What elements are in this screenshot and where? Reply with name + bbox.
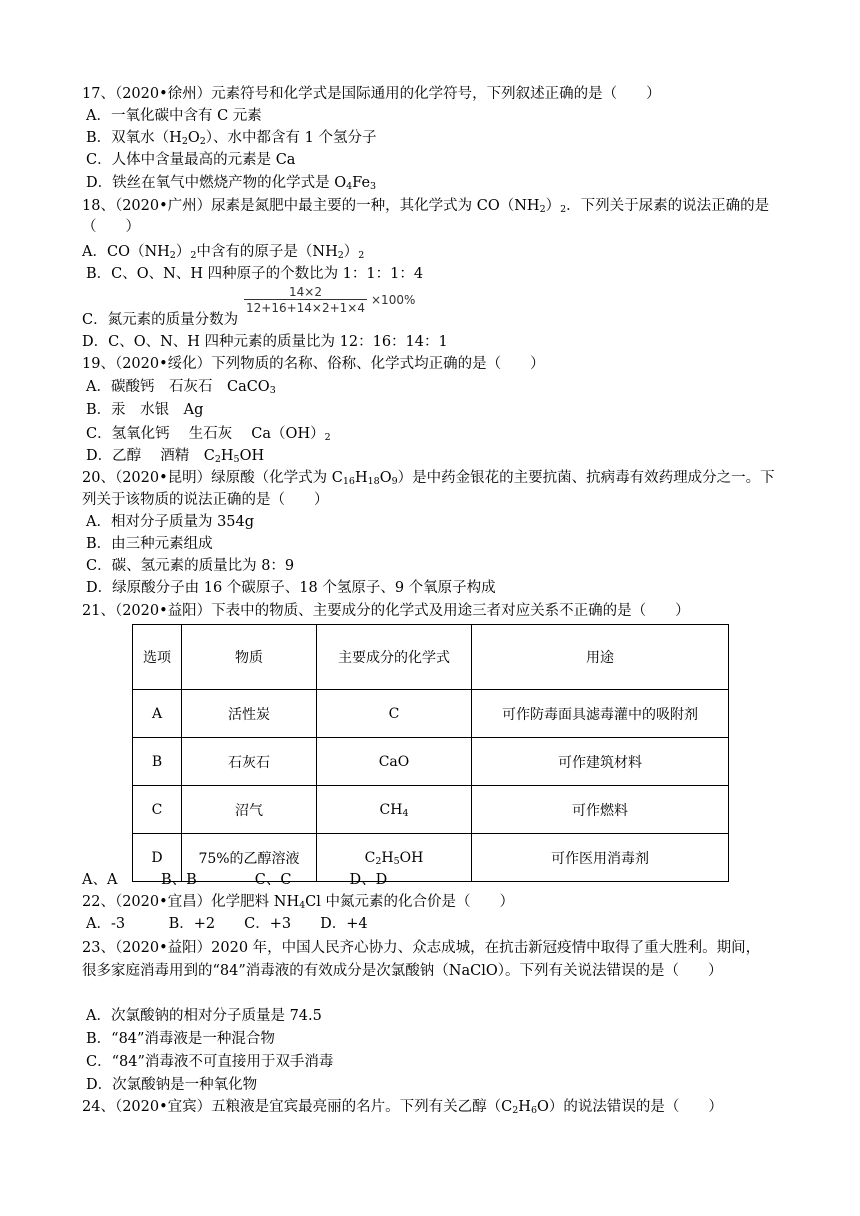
table-cell-option: D <box>133 834 182 882</box>
table-cell-formula: $CH_4$ <box>317 786 472 834</box>
q17-option-d: D．铁丝在氧气中燃烧产物的化学式是 $O_4Fe_3$ <box>86 175 377 192</box>
q23-option-a: A．次氯酸钠的相对分子质量是 74.5 <box>86 1008 322 1024</box>
q22-options: A．-3 B．+2 C．+3 D．+4 <box>86 916 368 932</box>
q17-stem: 17、（2020•徐州）元素符号和化学式是国际通用的化学符号，下列叙述正确的是（ ） <box>82 86 661 102</box>
q17-option-b: B．双氧水$(H_2O_2)$、水中都含有 1 个氢分子 <box>86 130 377 147</box>
table-header-cell: 物质 <box>182 625 317 690</box>
table-cell-substance: 沼气 <box>182 786 317 834</box>
mass-fraction-formula <box>244 285 415 315</box>
q19-stem: 19、（2020•绥化）下列物质的名称、俗称、化学式均正确的是（ ） <box>82 356 545 372</box>
q20-stem: 20、（2020•昆明）绿原酸（化学式为 $C_{16}H_{18}O_9$）是中药金银花的主要抗菌、抗病毒有效药理成分之一。下 <box>82 470 775 487</box>
table-cell-formula: CaO <box>317 738 472 786</box>
table-cell-substance: 活性炭 <box>182 690 317 738</box>
q23-stem-line2: 很多家庭消毒用到的“84”消毒液的有效成分是次氯酸钠（NaClO）。下列有关说法错误的是（ ） <box>82 963 723 979</box>
table-cell-substance: 75%的乙醇溶液 <box>182 834 317 882</box>
table-cell-use: 可作燃料 <box>472 786 729 834</box>
q20-option-a: A．相对分子质量为 354g <box>86 514 255 530</box>
q19-option-d: D．乙醇 酒精 $C_2H_5OH$ <box>86 448 265 465</box>
q23-option-b: B．“84”消毒液是一种混合物 <box>86 1031 275 1047</box>
table-cell-substance: 石灰石 <box>182 738 317 786</box>
q17-option-a: A．一氧化碳中含有 C 元素 <box>86 108 262 124</box>
q20-stem-line2: 列关于该物质的说法正确的是（ ） <box>82 492 329 508</box>
table-cell-use: 可作医用消毒剂 <box>472 834 729 882</box>
table-cell-formula: $C_2H_5OH$ <box>317 834 472 882</box>
q19-option-c: C．氢氧化钙 生石灰 $Ca(OH)_2$ <box>86 426 331 443</box>
q18-option-b: B．C、O、N、H 四种原子的个数比为 1：1：1：4 <box>86 266 424 282</box>
table-row <box>133 690 729 738</box>
q20-option-b: B．由三种元素组成 <box>86 536 213 552</box>
q20-option-d: D．绿原酸分子由 16 个碳原子、18 个氢原子、9 个氧原子构成 <box>86 580 496 596</box>
q19-option-b: B．汞 水银 Ag <box>86 402 204 418</box>
q23-option-d: D．次氯酸钠是一种氧化物 <box>86 1077 258 1093</box>
q21-stem: 21、（2020•益阳）下表中的物质、主要成分的化学式及用途三者对应关系不正确的是（ ） <box>82 603 690 619</box>
q17-option-c: C．人体中含量最高的元素是 Ca <box>86 152 296 168</box>
table-header-cell: 用途 <box>472 625 729 690</box>
table-cell-option: A <box>133 690 182 738</box>
substance-table <box>132 624 729 882</box>
q18-stem: 18、（2020•广州）尿素是氮肥中最主要的一种，其化学式为 $CO(NH_2)_2$．下列关于尿素的说法正确的是 <box>82 198 770 215</box>
q18-option-d: D．C、O、N、H 四种元素的质量比为 12：16：14：1 <box>82 334 448 350</box>
table-cell-use: 可作建筑材料 <box>472 738 729 786</box>
q21-answer-options: A、A B、B C、C D、D <box>82 872 388 888</box>
table-row <box>133 786 729 834</box>
q18-option-a: A．$CO(NH_2)_2$中含有的原子是$(NH_2)_2$ <box>82 244 365 261</box>
table-cell-formula: C <box>317 690 472 738</box>
table-row <box>133 738 729 786</box>
table-cell-option: B <box>133 738 182 786</box>
formula-numerator: 14×2 <box>289 285 322 299</box>
q19-option-a: A．碳酸钙 石灰石 CaCO$_3$ <box>86 379 276 396</box>
q24-stem: 24、（2020•宜宾）五粮液是宜宾最亮丽的名片。下列有关乙醇$(C_2H_6O)$的说法错误的是（ ） <box>82 1099 723 1116</box>
table-cell-use: 可作防毒面具滤毒灌中的吸附剂 <box>472 690 729 738</box>
q23-option-c: C．“84”消毒液不可直接用于双手消毒 <box>86 1054 334 1070</box>
formula-percent: ×100% <box>371 293 416 307</box>
table-header-row <box>133 625 729 690</box>
formula-denominator: 12+16+14×2+1×4 <box>246 301 365 315</box>
q22-stem: 22、（2020•宜昌）化学肥料 $NH_4Cl$ 中氮元素的化合价是（ ） <box>82 894 514 911</box>
q23-stem: 23、（2020•益阳）2020 年，中国人民齐心协力、众志成城，在抗击新冠疫情中取得了重大胜利。期间， <box>82 940 761 956</box>
table-header-cell: 选项 <box>133 625 182 690</box>
q18-option-c: C．氮元素的质量分数为 <box>82 312 239 328</box>
table-cell-option: C <box>133 786 182 834</box>
q18-stem-line2: （ ） <box>82 219 140 235</box>
table-header-cell: 主要成分的化学式 <box>317 625 472 690</box>
q20-option-c: C．碳、氢元素的质量比为 8：9 <box>86 558 295 574</box>
